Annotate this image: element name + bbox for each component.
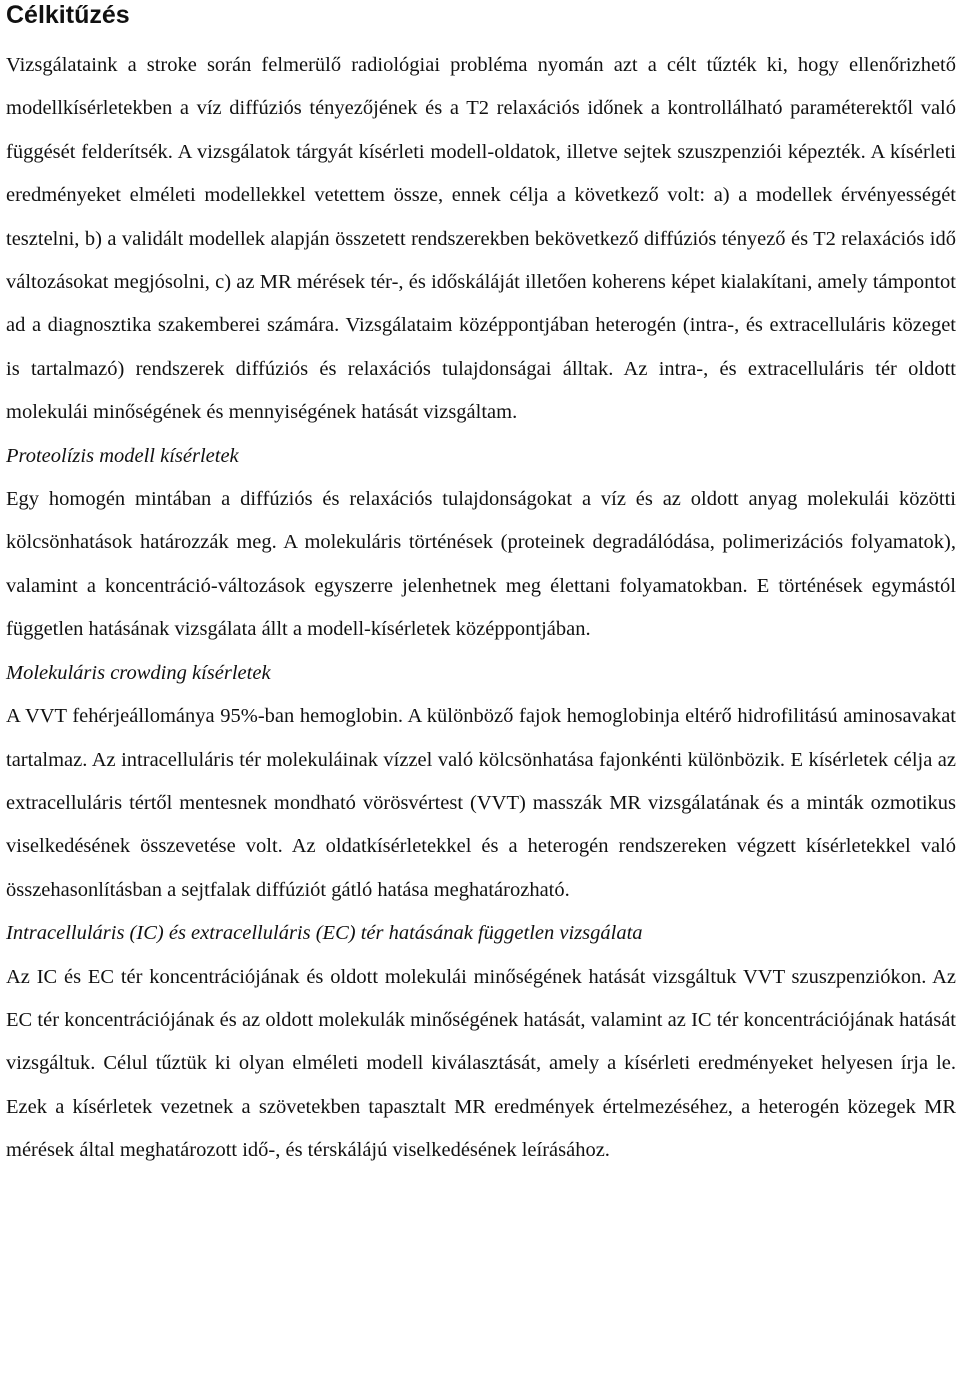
section-heading-ic-ec: Intracelluláris (IC) és extracelluláris (EC) tér hatásának független vizsgálata <box>6 922 643 945</box>
section-body-proteolysis: Egy homogén mintában a diffúziós és relaxációs tulajdonságokat a víz és az oldott anyag molekulái közötti kölcsönhatások határozzák meg. A molekuláris történések (proteinek degradálódása, polimerizációs folyamatok), valamint a koncentráció-változások egyszerre jelenhetnek meg élettani folyamatokban. E történések egymástól független hatásának vizsgálata állt a modell-kísérletek középpontjában. <box>6 488 956 641</box>
section-heading-proteolysis: Proteolízis modell kísérletek <box>6 444 239 467</box>
section-body-crowding: A VVT fehérjeállománya 95%-ban hemoglobin. A különböző fajok hemoglobinja eltérő hidrofilitású aminosavakat tartalmaz. Az intracelluláris tér molekuláinak vízzel való kölcsönhatása fajonkénti különbözik. E kísérletek célja az extracelluláris tértől mentesnek mondható vörösvértest (VVT) masszák MR vizsgálatának és a minták ozmotikus viselkedésének összevetése volt. Az oldatkísérletekkel és a heterogén rendszereken végzett kísérletekkel való összehasonlításban a sejtfalak diffúziót gátló hatása meghatározható. <box>6 705 956 901</box>
document-page <box>6 0 956 1173</box>
intro-paragraph: Vizsgálataink a stroke során felmerülő radiológiai probléma nyomán azt a célt tűzték ki, hogy ellenőrizhető modellkísérletekben a víz diffúziós tényezőjének és a T2 relaxációs időnek a kontrollálható paraméterektől való függését felderítsék. A vizsgálatok tárgyát kísérleti modell-oldatok, illetve sejtek szuszpenziói képezték. A kísérleti eredményeket elméleti modellekkel vetettem össze, ennek célja a következő volt: a) a modellek érvényességét tesztelni, b) a validált modellek alapján összetett rendszerekben bekövetkező diffúziós tényező és T2 relaxációs idő változásokat megjósolni, c) az MR mérések tér-, és időskáláját illetően koherens képet kialakítani, amely támpontot ad a diagnosztika szakemberei számára. Vizsgálataim középpontjában heterogén (intra-, és extracelluláris közeget is tartalmazó) rendszerek diffúziós és relaxációs tulajdonságai álltak. Az intra-, és extracelluláris tér oldott molekulái minőségének és mennyiségének hatását vizsgáltam. <box>6 54 956 424</box>
page-title: Célkitűzés <box>6 1 130 29</box>
section-body-ic-ec: Az IC és EC tér koncentrációjának és oldott molekulái minőségének hatását vizsgáltuk VVT szuszpenziókon. Az EC tér koncentrációjának és az oldott molekulák minőségének hatását, valamint az IC tér koncentrációjának hatását vizsgáltuk. Célul tűztük ki olyan elméleti modell kiválasztását, amely a kísérleti eredményeket helyesen írja le. Ezek a kísérletek vezetnek a szövetekben tapasztalt MR eredmények értelmezéséhez, a heterogén közegek MR mérések által meghatározott idő-, és térskálájú viselkedésének leírásához. <box>6 965 956 1162</box>
section-heading-crowding: Molekuláris crowding kísérletek <box>6 661 271 684</box>
